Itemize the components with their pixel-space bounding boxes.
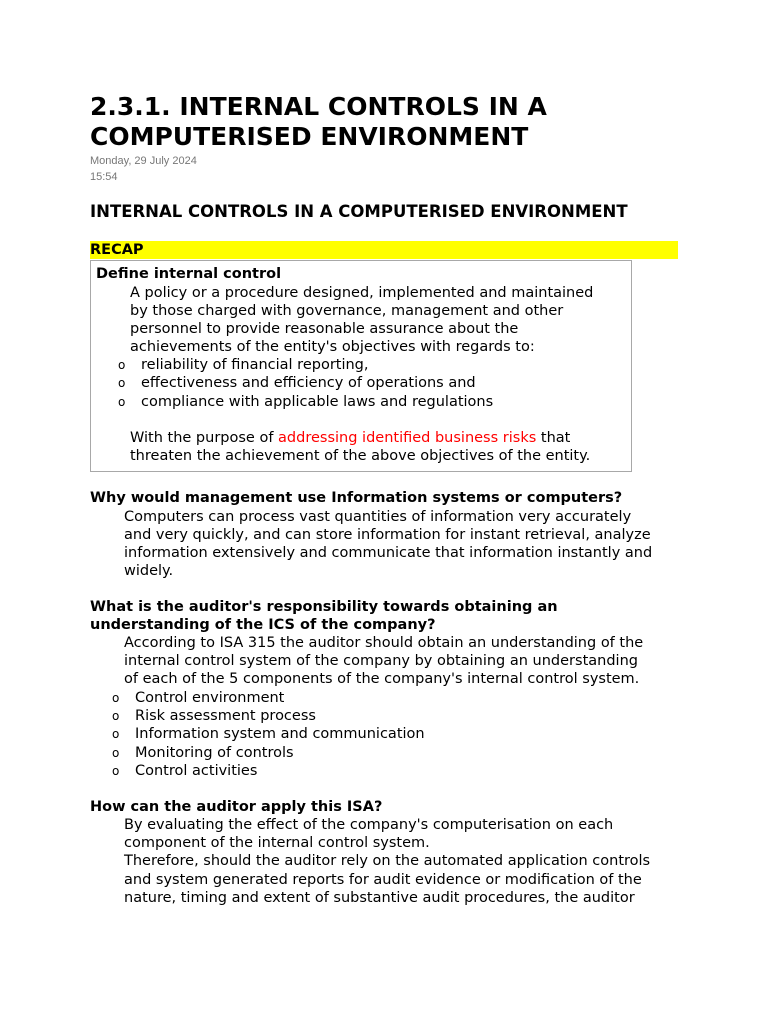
answer-2-line: According to ISA 315 the auditor should obtain an understanding of the <box>124 635 644 651</box>
note-time: 15:54 <box>90 171 118 183</box>
purpose-line-2: threaten the achievement of the above objectives of the entity. <box>130 448 591 464</box>
question-1: Why would management use Information systems or computers? <box>90 490 623 506</box>
recap-highlight <box>90 241 678 259</box>
page-title-line-1: 2.3.1. INTERNAL CONTROLS IN A <box>90 92 547 121</box>
answer-2-line: of each of the 5 components of the company's internal control system. <box>124 671 640 687</box>
bullet-marker: o <box>112 709 120 723</box>
bullet-marker: o <box>118 358 126 372</box>
recap-heading: Define internal control <box>96 266 282 282</box>
recap-bullet: reliability of financial reporting, <box>141 357 369 373</box>
answer-1-line: Computers can process vast quantities of information very accurately <box>124 509 632 525</box>
answer-1-line: information extensively and communicate that information instantly and <box>124 545 653 561</box>
component-bullet: Control activities <box>135 763 258 779</box>
question-2-line: What is the auditor's responsibility towards obtaining an <box>90 599 558 615</box>
component-bullet: Risk assessment process <box>135 708 316 724</box>
definition-line: personnel to provide reasonable assurance about the <box>130 321 519 337</box>
purpose-highlight: addressing identified business risks <box>278 430 537 446</box>
answer-3-line: By evaluating the effect of the company's computerisation on each <box>124 817 614 833</box>
recap-bullet: compliance with applicable laws and regulations <box>141 394 494 410</box>
page-title-line-2: COMPUTERISED ENVIRONMENT <box>90 122 529 151</box>
section-heading: INTERNAL CONTROLS IN A COMPUTERISED ENVIRONMENT <box>90 202 628 221</box>
answer-3-line: nature, timing and extent of substantive audit procedures, the auditor <box>124 890 635 906</box>
answer-2-line: internal control system of the company by obtaining an understanding <box>124 653 638 669</box>
answer-3-line: and system generated reports for audit evidence or modification of the <box>124 872 642 888</box>
answer-1-line: and very quickly, and can store information for instant retrieval, analyze <box>124 527 651 543</box>
note-date: Monday, 29 July 2024 <box>90 155 197 167</box>
purpose-line <box>130 429 570 447</box>
purpose-prefix: With the purpose of <box>130 430 279 446</box>
definition-line: by those charged with governance, management and other <box>130 303 564 319</box>
answer-3-line: Therefore, should the auditor rely on the automated application controls <box>124 853 651 869</box>
bullet-marker: o <box>112 691 120 705</box>
answer-1-line: widely. <box>124 563 174 579</box>
question-3: How can the auditor apply this ISA? <box>90 799 383 815</box>
question-2-line: understanding of the ICS of the company? <box>90 617 436 633</box>
bullet-marker: o <box>118 376 126 390</box>
bullet-marker: o <box>112 764 120 778</box>
definition-line: A policy or a procedure designed, implemented and maintained <box>130 285 594 301</box>
page-title <box>90 92 690 152</box>
answer-3-line: component of the internal control system. <box>124 835 430 851</box>
bullet-marker: o <box>118 395 126 409</box>
component-bullet: Control environment <box>135 690 285 706</box>
bullet-marker: o <box>112 727 120 741</box>
recap-bullet: effectiveness and efficiency of operations and <box>141 375 476 391</box>
definition-line: achievements of the entity's objectives with regards to: <box>130 339 535 355</box>
bullet-marker: o <box>112 746 120 760</box>
component-bullet: Monitoring of controls <box>135 745 294 761</box>
recap-label: RECAP <box>90 242 144 258</box>
component-bullet: Information system and communication <box>135 726 425 742</box>
purpose-suffix: that <box>536 430 571 446</box>
